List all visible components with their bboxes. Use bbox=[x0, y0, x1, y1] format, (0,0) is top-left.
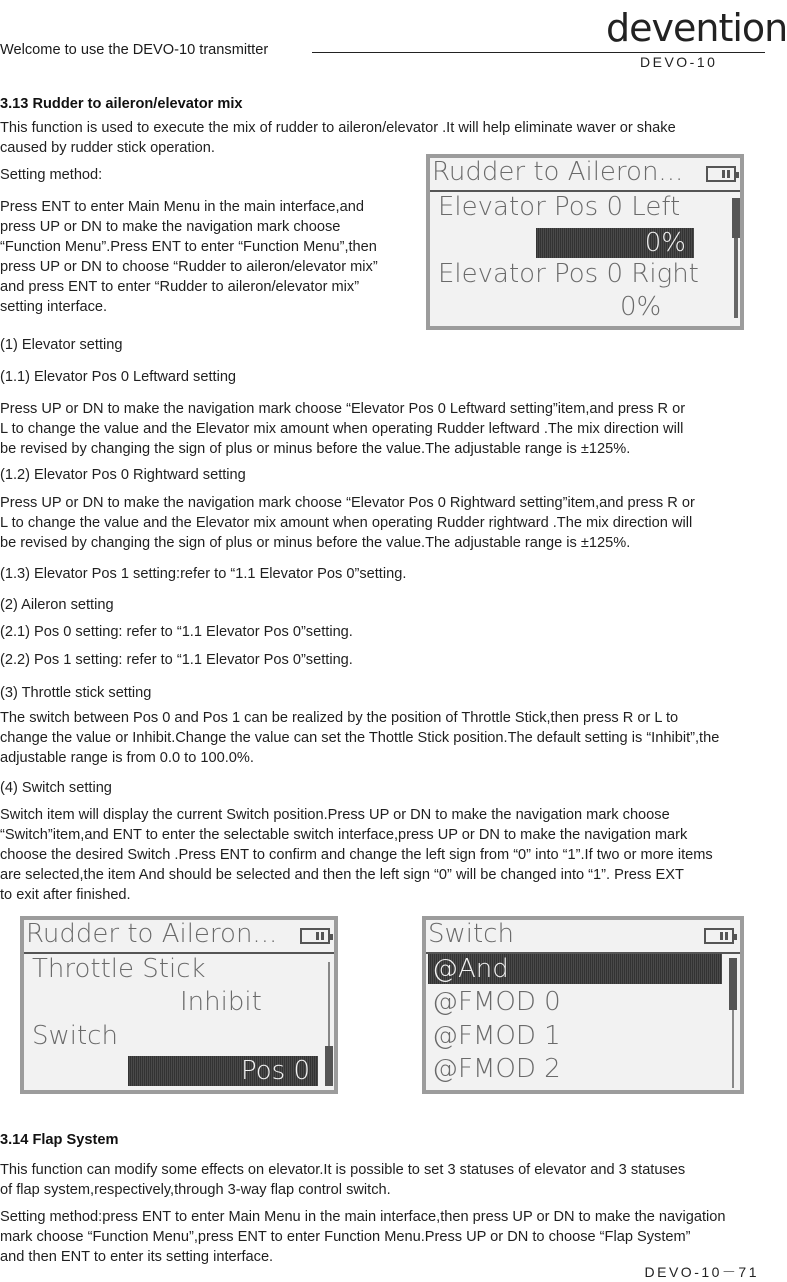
method-line: mark choose “Function Menu”,press ENT to enter Function Menu.Press UP or DN to choose “Flap System” bbox=[0, 1229, 691, 1245]
lcd-value: Pos 0 bbox=[240, 1056, 310, 1086]
subheading: (1.1) Elevator Pos 0 Leftward setting bbox=[0, 369, 237, 385]
section-heading-3-13: 3.13 Rudder to aileron/elevator mix bbox=[0, 96, 243, 112]
scrollbar-thumb bbox=[729, 958, 737, 1010]
scrollbar-thumb bbox=[325, 1046, 333, 1086]
lcd-screen-switch-list bbox=[422, 916, 744, 1094]
page-number: DEVO-10－71 bbox=[644, 1264, 759, 1280]
method-line: press UP or DN to choose “Rudder to aileron/elevator mix” bbox=[0, 259, 378, 275]
body-line: L to change the value and the Elevator mix amount when operating Rudder rightward .The mix direction will bbox=[0, 515, 693, 531]
brand-divider bbox=[606, 52, 765, 53]
switch-item: @And bbox=[432, 954, 509, 984]
lcd-value: 0% bbox=[620, 292, 662, 322]
section-heading-3-14: 3.14 Flap System bbox=[0, 1132, 119, 1148]
subheading: (1) Elevator setting bbox=[0, 337, 123, 353]
battery-icon bbox=[706, 166, 736, 182]
body-line: L to change the value and the Elevator mix amount when operating Rudder leftward .The mix direction will bbox=[0, 421, 684, 437]
lcd-selected-value bbox=[128, 1056, 318, 1086]
body-line: “Switch”item,and ENT to enter the selectable switch interface,press UP or DN to make the navigation mark bbox=[0, 827, 688, 843]
method-line: Press ENT to enter Main Menu in the main interface,and bbox=[0, 199, 364, 215]
body-line: be revised by changing the sign of plus or minus before the value.The adjustable range is ±125%. bbox=[0, 535, 631, 551]
body-line: Press UP or DN to make the navigation mark choose “Elevator Pos 0 Rightward setting”item,and press R or bbox=[0, 495, 695, 511]
intro-line: This function is used to execute the mix of rudder to aileron/elevator .It will help eliminate waver or shake bbox=[0, 120, 676, 136]
body-line: (2.1) Pos 0 setting: refer to “1.1 Elevator Pos 0”setting. bbox=[0, 624, 353, 640]
method-line: Setting method:press ENT to enter Main Menu in the main interface,then press UP or DN to make the navigation bbox=[0, 1209, 726, 1225]
subheading: (2) Aileron setting bbox=[0, 597, 114, 613]
lcd-screen-throttle-switch bbox=[20, 916, 338, 1094]
lcd-title: Rudder to Aileron... bbox=[432, 157, 684, 187]
switch-item: @FMOD 0 bbox=[432, 987, 561, 1017]
body-line: Press UP or DN to make the navigation mark choose “Elevator Pos 0 Leftward setting”item,and press R or bbox=[0, 401, 686, 417]
brand-model: DEVO-10 bbox=[640, 54, 718, 70]
lcd-row-label: Switch bbox=[32, 1021, 118, 1051]
body-line: change the value or Inhibit.Change the value can set the Thottle Stick position.The default setting is “Inhibit”,the bbox=[0, 730, 720, 746]
lcd-row-label: Elevator Pos 0 Right bbox=[438, 259, 699, 289]
setting-method-label: Setting method: bbox=[0, 167, 103, 183]
battery-icon bbox=[300, 928, 330, 944]
body-line: to exit after finished. bbox=[0, 887, 131, 903]
method-line: setting interface. bbox=[0, 299, 108, 315]
lcd-value: Inhibit bbox=[180, 987, 262, 1017]
header-divider bbox=[312, 52, 606, 53]
lcd-title: Switch bbox=[428, 919, 514, 949]
subheading: (1.2) Elevator Pos 0 Rightward setting bbox=[0, 467, 246, 483]
lcd-selected-value bbox=[536, 228, 694, 258]
lcd-row-label: Throttle Stick bbox=[32, 954, 206, 984]
lcd-title: Rudder to Aileron... bbox=[26, 919, 278, 949]
brand-logo: devention bbox=[606, 6, 787, 50]
intro-line: This function can modify some effects on elevator.It is possible to set 3 statuses of elevator and 3 statuses bbox=[0, 1162, 686, 1178]
lcd-selected-row bbox=[428, 954, 722, 984]
battery-icon bbox=[704, 928, 734, 944]
subheading: (4) Switch setting bbox=[0, 780, 112, 796]
body-line: adjustable range is from 0.0 to 100.0%. bbox=[0, 750, 254, 766]
body-line: (2.2) Pos 1 setting: refer to “1.1 Elevator Pos 0”setting. bbox=[0, 652, 353, 668]
body-line: be revised by changing the sign of plus or minus before the value.The adjustable range is ±125%. bbox=[0, 441, 631, 457]
switch-item: @FMOD 2 bbox=[432, 1054, 561, 1084]
body-line: choose the desired Switch .Press ENT to confirm and change the left sign from “0” into “1”.If two or more items bbox=[0, 847, 713, 863]
subheading: (3) Throttle stick setting bbox=[0, 685, 152, 701]
body-line: The switch between Pos 0 and Pos 1 can be realized by the position of Throttle Stick,then press R or L to bbox=[0, 710, 679, 726]
body-line: Switch item will display the current Switch position.Press UP or DN to make the navigation mark choose bbox=[0, 807, 670, 823]
lcd-screen-rudder-elevator bbox=[426, 154, 744, 330]
switch-item: @FMOD 1 bbox=[432, 1021, 561, 1051]
body-line: are selected,the item And should be selected and then the left sign “0” will be changed into “1”. Press EXT bbox=[0, 867, 684, 883]
lcd-row-label: Elevator Pos 0 Left bbox=[438, 192, 681, 222]
body-line: (1.3) Elevator Pos 1 setting:refer to “1.1 Elevator Pos 0”setting. bbox=[0, 566, 407, 582]
method-line: and then ENT to enter its setting interface. bbox=[0, 1249, 274, 1265]
running-header: Welcome to use the DEVO-10 transmitter bbox=[0, 42, 269, 58]
lcd-value: 0% bbox=[644, 228, 686, 258]
intro-line: of flap system,respectively,through 3-way flap control switch. bbox=[0, 1182, 391, 1198]
intro-line: caused by rudder stick operation. bbox=[0, 140, 215, 156]
scrollbar-thumb bbox=[732, 198, 740, 238]
method-line: “Function Menu”.Press ENT to enter “Function Menu”,then bbox=[0, 239, 377, 255]
method-line: and press ENT to enter “Rudder to aileron/elevator mix” bbox=[0, 279, 360, 295]
method-line: press UP or DN to make the navigation mark choose bbox=[0, 219, 341, 235]
